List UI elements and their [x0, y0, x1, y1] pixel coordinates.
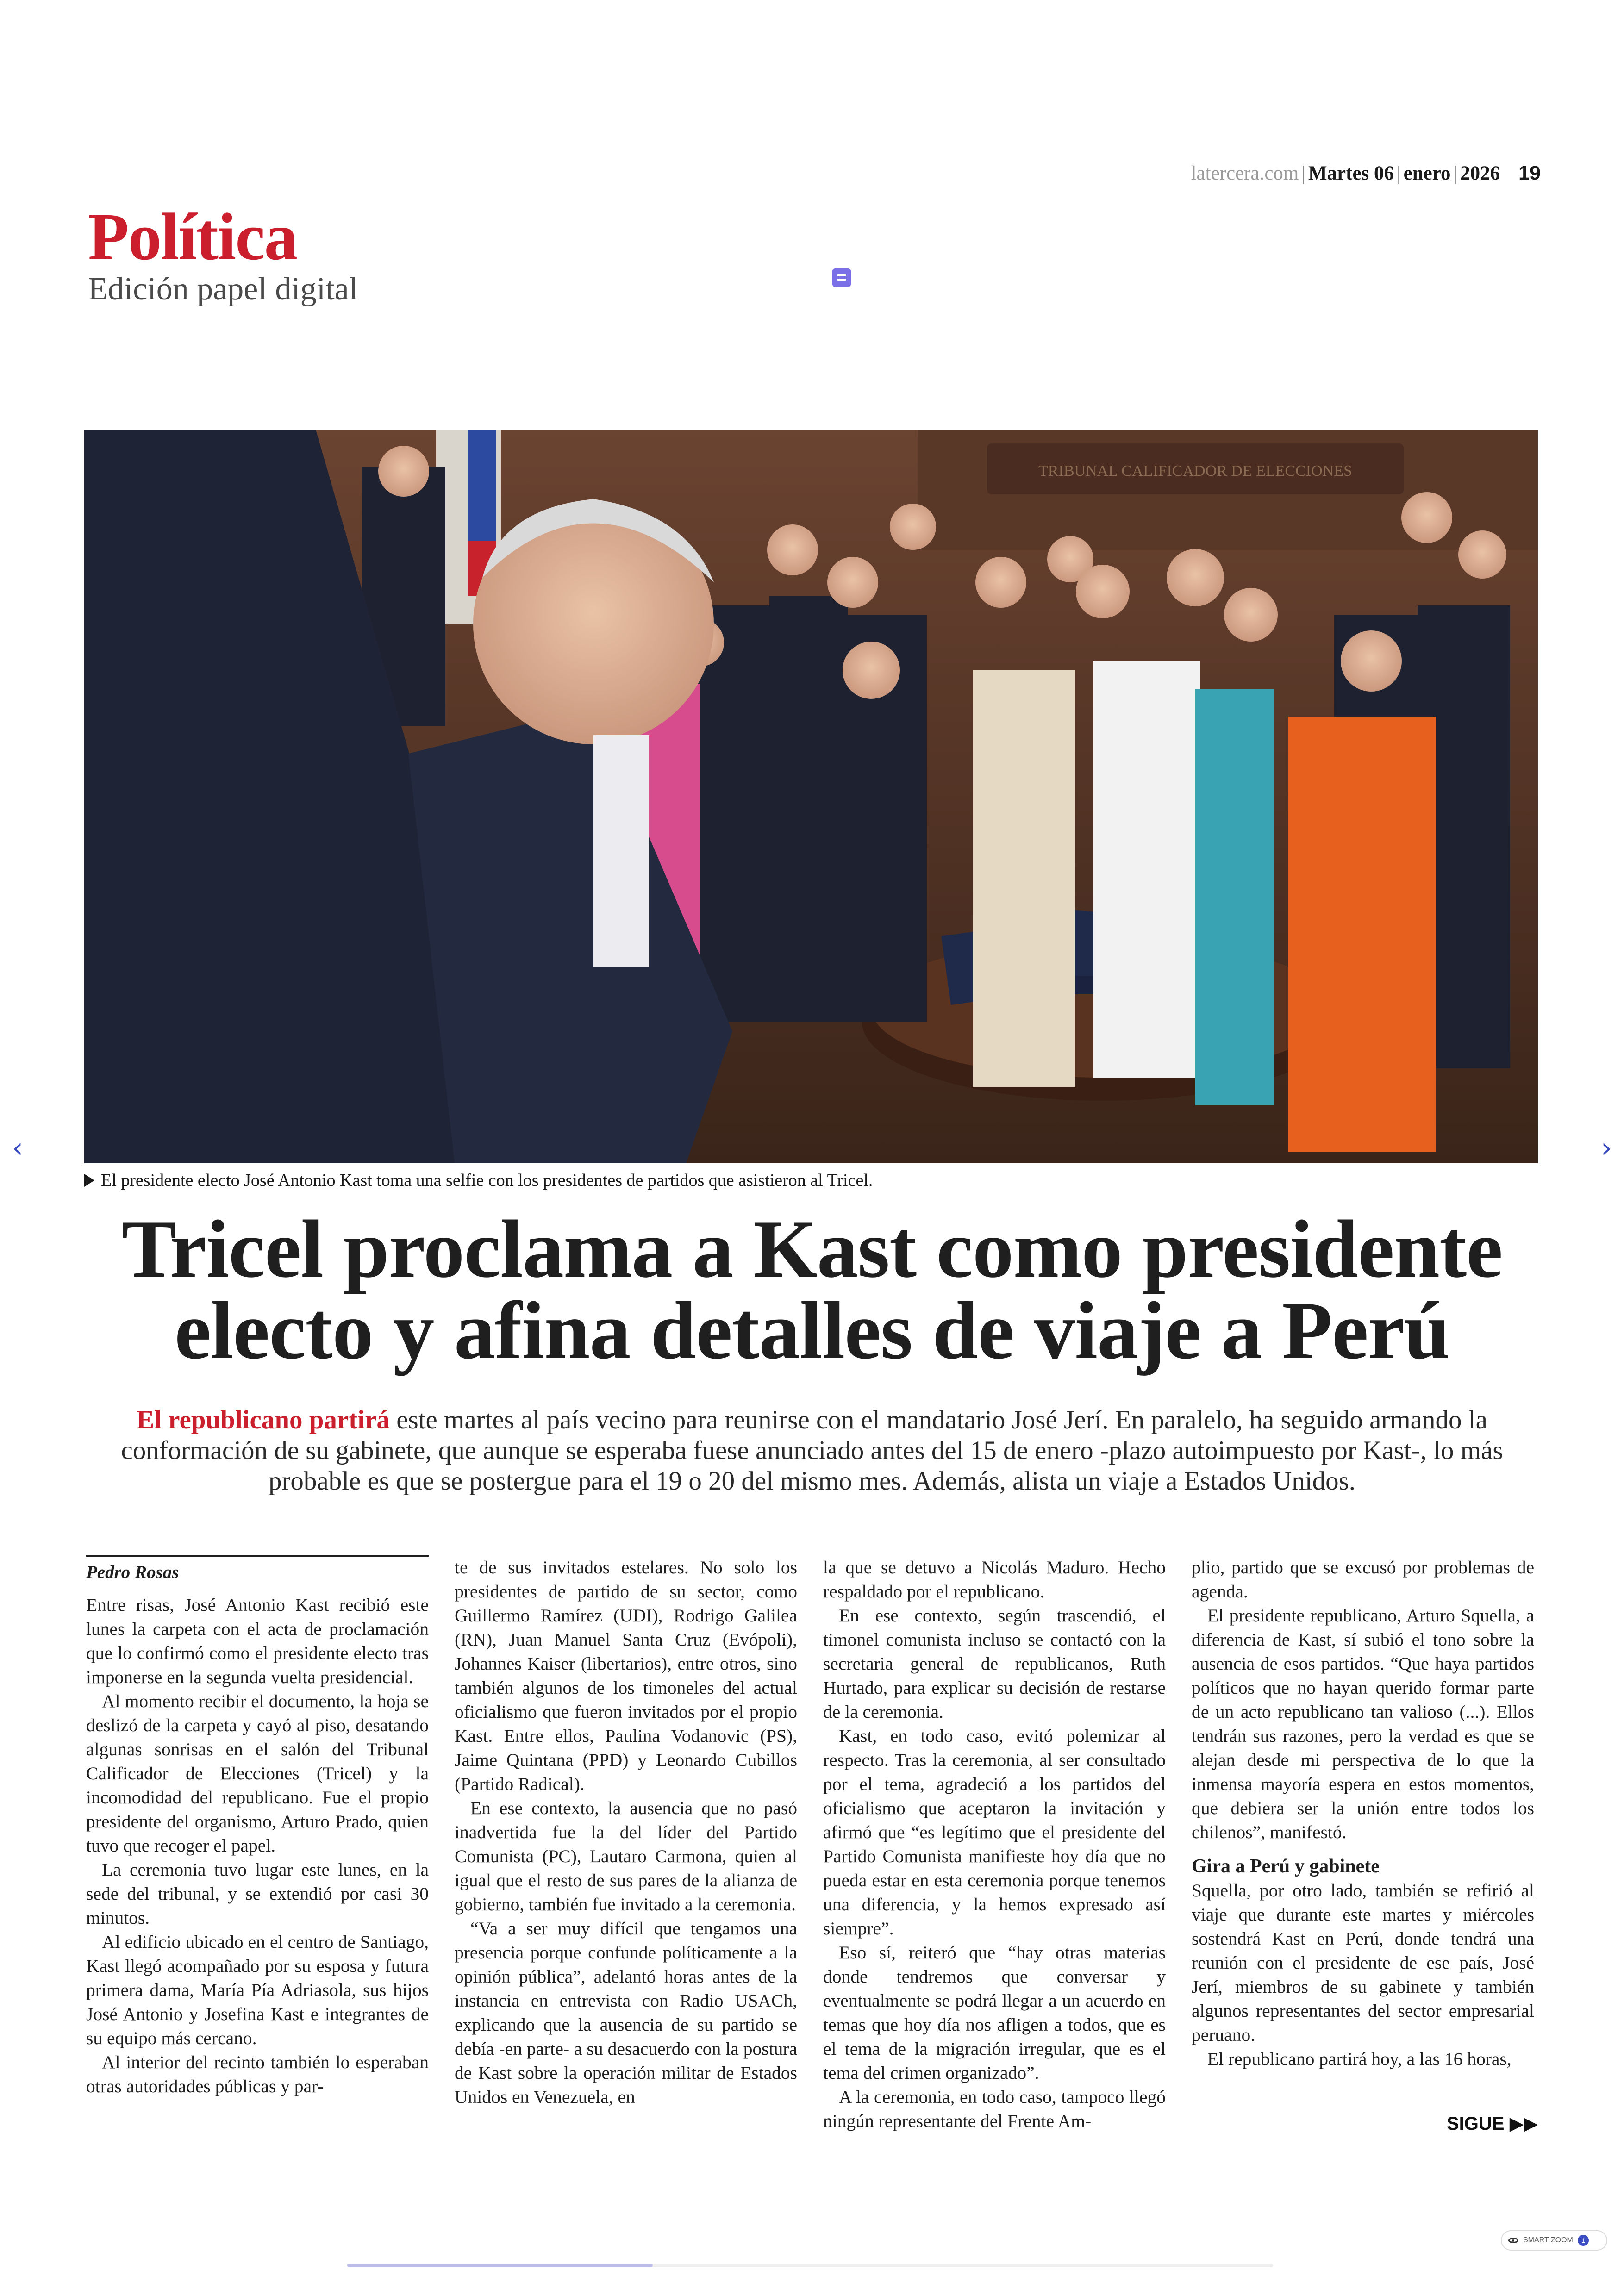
- column-1: [86, 1555, 429, 2098]
- paragraph: Al momento recibir el documento, la hoja se deslizó de la carpeta y cayó al piso, desatando algunas sonrisas en el salón del Tribunal Calificador de Elecciones (Tricel) y la incomodidad del republicano. Fue el propio presidente del organismo, Arturo Prado, quien tuvo que recoger el papel.: [86, 1691, 429, 1856]
- paragraph: En ese contexto, según trascendió, el timonel comunista incluso se contactó con la secretaria general de republicanos, Ruth Hurtado, para explicar su decisión de restarse de la ceremonia.: [823, 1605, 1166, 1722]
- continue-label: SIGUE ▶▶: [1447, 2114, 1538, 2134]
- folio-month: enero: [1403, 162, 1451, 184]
- paragraph: Entre risas, José Antonio Kast recibió este lunes la carpeta con el acta de proclamación que lo confirmó como el presidente electo tras imponerse en la segunda vuelta presidencial.: [86, 1595, 429, 1687]
- headline: [69, 1203, 1555, 1376]
- headline-line-2: electo y afina detalles de viaje a Perú: [175, 1285, 1449, 1376]
- paragraph: Squella, por otro lado, también se refirió al viaje que durante este martes y miércoles sostendrá Kast en Perú, donde tendrá una reunión con el presidente de ese país, José Jerí, miembros de su gabinete y también algunos representantes del sector empresarial peruano.: [1192, 1880, 1534, 2045]
- paragraph: la que se detuvo a Nicolás Maduro. Hecho respaldado por el republicano.: [823, 1557, 1166, 1602]
- paragraph: El republicano partirá hoy, a las 16 horas,: [1207, 2049, 1512, 2069]
- paragraph: A la ceremonia, en todo caso, tampoco llegó ningún representante del Frente Am-: [823, 2087, 1166, 2131]
- byline: Pedro Rosas: [86, 1555, 429, 1584]
- lead-photo: [84, 430, 1538, 1163]
- lede: [79, 1405, 1545, 1497]
- chevron-right-icon[interactable]: ›: [1601, 1132, 1612, 1164]
- paragraph: En ese contexto, la ausencia que no pasó inadvertida fue la del líder del Partido Comunista (PC), Lautaro Carmona, quien al igual que el resto de sus pares de la alianza de gobierno, también fue invitado a la ceremonia.: [455, 1798, 797, 1915]
- lede-text: este martes al país vecino para reunirse con el mandatario José Jerí. En paralelo, ha seguido armando la conformación de su gabinete, que aunque se esperaba fuese anunciado antes del 15 de enero -plazo autoimpuesto por Kast-, lo más probable es que se postergue para el 19 o 20 del mismo mes. Además, alista un viaje a Estados Unidos.: [121, 1405, 1503, 1496]
- edition-label: Edición papel digital: [88, 271, 358, 307]
- paragraph: La ceremonia tuvo lugar este lunes, en la sede del tribunal, y se extendió por casi 30 minutos.: [86, 1859, 429, 1928]
- eye-icon: [1508, 2238, 1518, 2243]
- smart-zoom-button[interactable]: [1501, 2230, 1607, 2251]
- paragraph: Al edificio ubicado en el centro de Santiago, Kast llegó acompañado por su esposa y futura primera dama, María Pía Adriasola, sus hijos José Antonio y Josefina Kast e integrantes de su equipo más cercano.: [86, 1932, 429, 2048]
- chevron-left-icon[interactable]: ‹: [12, 1132, 23, 1164]
- scrollbar-thumb[interactable]: [347, 2264, 653, 2267]
- photo-illustration: [84, 430, 1538, 1163]
- column-4: [1192, 1555, 1534, 2071]
- section-title: Política: [88, 200, 297, 274]
- paragraph: plio, partido que se excusó por problemas de agenda.: [1192, 1557, 1534, 1602]
- caption-triangle-icon: [84, 1174, 94, 1187]
- lede-highlight: El republicano partirá: [137, 1405, 390, 1434]
- column-2: [455, 1555, 797, 2109]
- note-icon[interactable]: [832, 268, 851, 287]
- caption-text: El presidente electo José Antonio Kast toma una selfie con los presidentes de partidos que asistieron al Tricel.: [101, 1171, 873, 1190]
- headline-line-1: Tricel proclama a Kast como presidente: [121, 1203, 1503, 1295]
- smart-zoom-badge: 1: [1578, 2235, 1589, 2246]
- page-folio: latercera.com | Martes 06 | enero | 2026 19: [1191, 162, 1541, 184]
- folio-day: Martes 06: [1308, 162, 1394, 184]
- page-number: 19: [1518, 162, 1541, 184]
- site-name: latercera.com: [1191, 162, 1299, 184]
- column-3: [823, 1555, 1166, 2133]
- paragraph: Eso sí, reiteró que “hay otras materias donde tendremos que conversar y eventualmente se podrá llegar a un acuerdo en temas que hoy día nos afligen a todos, que es el tema de la migración irregular, que es el tema del crimen organizado”.: [823, 1942, 1166, 2083]
- subheading: Gira a Perú y gabinete: [1192, 1856, 1380, 1877]
- paragraph: Al interior del recinto también lo esperaban otras autoridades públicas y par-: [86, 2052, 429, 2096]
- paragraph: te de sus invitados estelares. No solo los presidentes de partido de su sector, como Guillermo Ramírez (UDI), Rodrigo Galilea (RN), Juan Manuel Santa Cruz (Evópoli), Johannes Kaiser (libertarios), entre otros, sino también algunos de los timoneles del actual oficialismo que fueron invitados por el propio Kast. Entre ellos, Paulina Vodanovic (PS), Jaime Quintana (PPD) y Leonardo Cubillos (Partido Radical).: [455, 1557, 797, 1794]
- photo-caption: [84, 1170, 873, 1191]
- paragraph: Kast, en todo caso, evitó polemizar al respecto. Tras la ceremonia, al ser consultado por el tema, agradeció a los partidos del oficialismo que aceptaron la invitación y afirmó que “es legítimo que el presidente del Partido Comunista manifieste hoy día que no pueda estar en esta ceremonia porque tenemos una diferencia, y la hemos expresado así siempre”.: [823, 1726, 1166, 1939]
- paragraph: El presidente republicano, Arturo Squella, a diferencia de Kast, sí subió el tono sobre la ausencia de esos partidos. “Que haya partidos políticos que no hayan querido formar parte de un acto republicano tan valioso (...). Ellos tendrán sus razones, pero la verdad es que se alejan desde mi perspectiva de lo que la inmensa mayoría espera en estos momentos, que debiera ser la unión entre todos los chilenos”, manifestó.: [1192, 1605, 1534, 1842]
- smart-zoom-label: SMART ZOOM: [1523, 2236, 1573, 2244]
- wall-inscription: TRIBUNAL CALIFICADOR DE ELECCIONES: [1038, 462, 1352, 480]
- paragraph: “Va a ser muy difícil que tengamos una presencia porque confunde políticamente a la opinión pública”, adelantó horas antes de la instancia en entrevista con Radio USACh, explicando que la ausencia de su partido se debía -en parte- a su desacuerdo con la postura de Kast sobre la operación militar de Estados Unidos en Venezuela, en: [455, 1918, 797, 2107]
- folio-year: 2026: [1460, 162, 1500, 184]
